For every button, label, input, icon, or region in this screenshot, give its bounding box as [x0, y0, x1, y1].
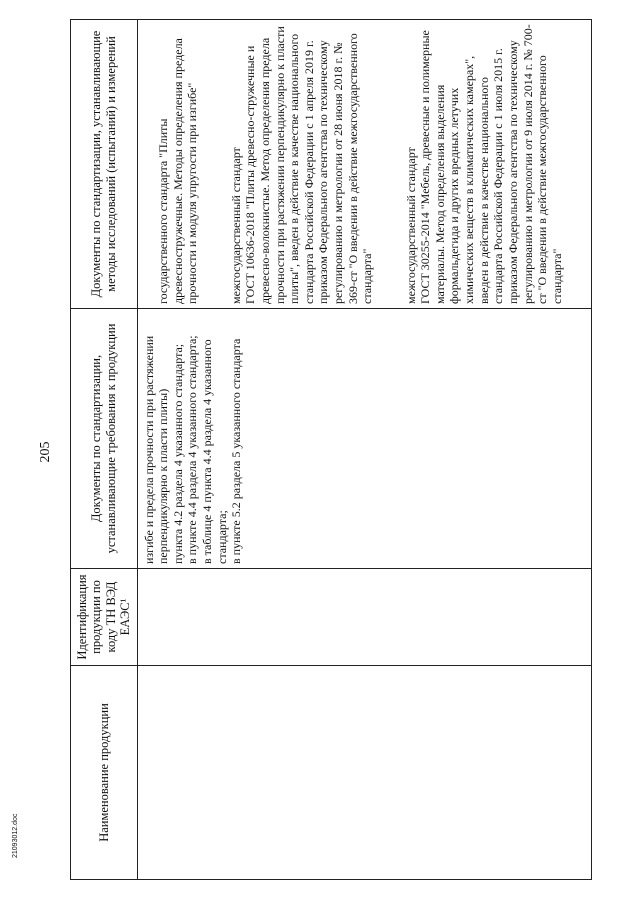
rotated-table-container	[70, 20, 590, 880]
footer-file-name: 21093012.doc	[12, 813, 19, 858]
header-tn-ved-code: Идентификация продукции по коду ТН ВЭД ЕАЭС¹	[71, 569, 138, 666]
cell-product-name	[137, 666, 591, 880]
page-number: 205	[38, 441, 53, 463]
cell-methods	[137, 20, 591, 309]
method-doc-block: межгосударственный стандарт ГОСТ 30255-2014 "Мебель, древесные и полимерные материалы. Метод определения выделения формальдегида и других вредных летучих химических веществ в климатических камерах", введен в действие в качестве национального стандарта Российской Федерации с 1 июля 2015 г. приказом Федерального агентства по техническому регулированию и метрологии от 9 июля 2014 г. № 700-ст "О введении в действие межгосударственного стандарта"	[403, 24, 564, 304]
cell-tn-ved-code	[137, 569, 591, 666]
method-doc-block: государственного стандарта "Плиты древесностружечные. Методы определения предела прочности и модуля упругости при изгибе"	[156, 38, 200, 304]
header-requirements-docs: Документы по стандартизации, устанавливающие требования к продукции	[71, 309, 138, 569]
standards-table	[70, 19, 592, 880]
method-doc-block: межгосударственный стандарт ГОСТ 10636-2018 "Плиты древесно-стружечные и древесно-волокнистые. Метод определения предела прочности при растяжении перпендикулярно к пласти плиты", введен в действие в качестве национального стандарта Российской Федерации с 1 апреля 2019 г. приказом Федерального агентства по техническому регулированию и метрологии от 28 июня 2018 г. № 369-ст "О введении в действие межгосударственного стандарта"	[228, 26, 375, 304]
header-methods-docs: Документы по стандартизации, устанавливающие методы исследований (испытаний) и измерений	[71, 20, 138, 309]
header-product-name: Наименование продукции	[71, 666, 138, 880]
cell-requirements: изгибе и предела прочности при растяжении перпендикулярно к пласти плиты) пункта 4.2 раздела 4 указанного стандарта; в пункте 4.4 раздела 4 указанного стандарта; в таблице 4 пункта 4.4 раздела 4 указанного стандарта; в пункте 5.2 раздела 5 указанного стандарта	[137, 309, 591, 569]
table-row	[137, 20, 591, 880]
table-header-row	[71, 20, 138, 880]
